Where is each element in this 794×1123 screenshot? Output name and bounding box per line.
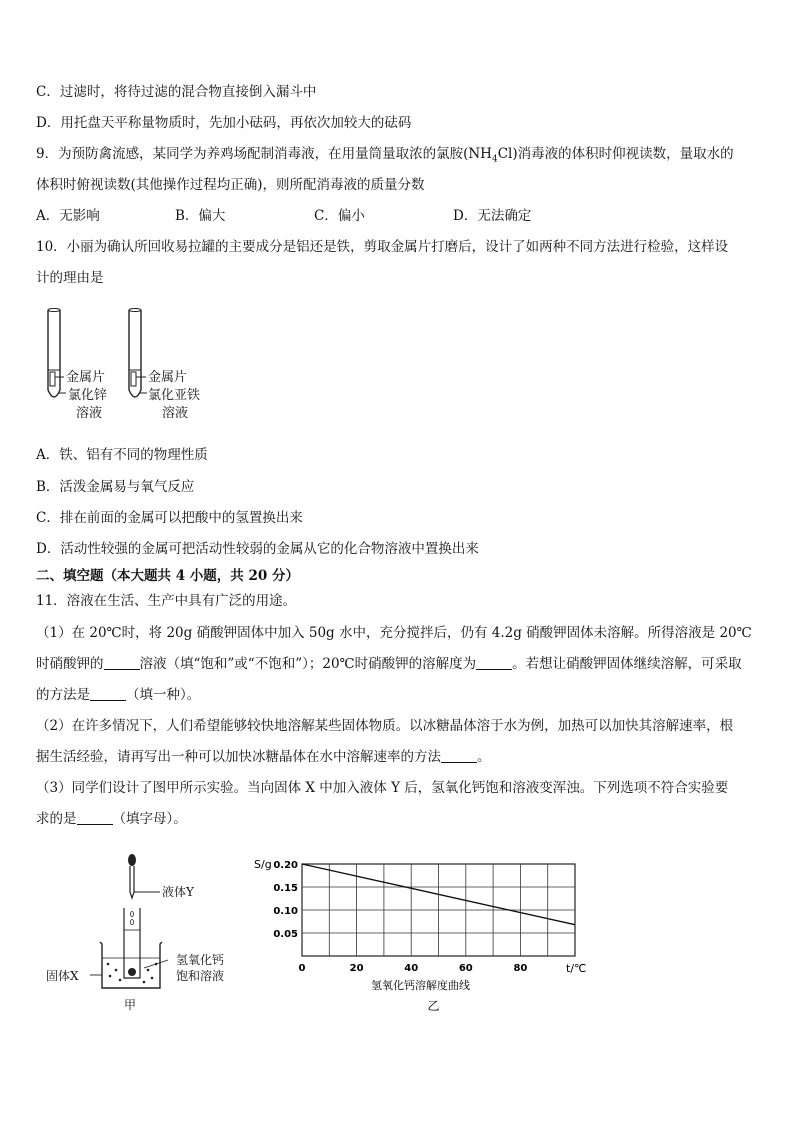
q10-option-a: A．铁、铝有不同的物理性质 bbox=[36, 447, 208, 463]
q11-part2-line1: （2）在许多情况下，人们希望能够较快地溶解某些固体物质。以冰糖晶体溶于水为例，加热可以加快其溶解速率，根 bbox=[36, 718, 734, 734]
q11-part3-text-a: 求的是 bbox=[36, 811, 77, 827]
q8-option-c: C．过滤时，将待过滤的混合物直接倒入漏斗中 bbox=[36, 84, 317, 100]
answer-blank-1 bbox=[104, 657, 140, 670]
y-tick-label: 0.15 bbox=[273, 883, 298, 894]
test-tubes-figure bbox=[36, 302, 226, 432]
q11-stem: 11．溶液在生活、生产中具有广泛的用途。 bbox=[36, 593, 297, 609]
dropper-tube bbox=[130, 866, 134, 898]
dropper-bulb bbox=[128, 854, 136, 866]
section2-title: 二、填空题（本大题共 4 小题，共 20 分） bbox=[36, 568, 299, 584]
q11-part1-line3 bbox=[36, 686, 200, 704]
chart-ticks bbox=[273, 860, 527, 974]
solid-x bbox=[128, 968, 136, 976]
q10-option-b: B．活泼金属易与氧气反应 bbox=[36, 479, 195, 495]
q11-part1-line1: （1）在 20℃时，将 20g 硝酸钾固体中加入 50g 水中，充分搅拌后，仍有 4.2g 硝酸钾固体未溶解。所得溶液是 20℃ bbox=[36, 625, 752, 641]
q11-part1-text-a: 时硝酸钾的 bbox=[36, 656, 104, 672]
chart-caption: 乙 bbox=[427, 999, 440, 1013]
tube1-solution-label-2: 溶液 bbox=[76, 406, 103, 421]
tube1-metal-label: 金属片 bbox=[66, 370, 106, 385]
q9-option-d: D．无法确定 bbox=[453, 208, 532, 224]
q11-part1-text-c: 。若想让硝酸钾固体继续溶解，可采取 bbox=[512, 656, 742, 672]
tube1-solution-label-1: 氯化锌 bbox=[68, 388, 108, 403]
apparatus-figure bbox=[90, 850, 170, 1000]
x-axis-label: t/℃ bbox=[566, 962, 587, 975]
y-tick-label: 0.20 bbox=[273, 860, 298, 871]
test-tube-1 bbox=[48, 309, 66, 398]
q8-option-d: D．用托盘天平称量物质时，先加小砝码，再依次加较大的砝码 bbox=[36, 115, 412, 131]
x-tick-label: 80 bbox=[513, 963, 528, 974]
answer-blank-3 bbox=[90, 688, 126, 701]
answer-blank-2 bbox=[476, 657, 512, 670]
q11-part1-text-d: 的方法是 bbox=[36, 687, 90, 703]
q10-option-d: D．活动性较强的金属可把活动性较弱的金属从它的化合物溶液中置换出来 bbox=[36, 541, 479, 557]
test-tube-2 bbox=[129, 309, 147, 398]
y-tick-label: 0.05 bbox=[273, 929, 298, 940]
answer-blank-5 bbox=[77, 812, 113, 825]
q9-stem-part-a: 9．为预防禽流感，某同学为养鸡场配制消毒液，在用量筒量取浓的氯胺(NH bbox=[36, 146, 492, 162]
solution-label-2: 饱和溶液 bbox=[176, 969, 225, 983]
q11-part3-text-b: （填字母）。 bbox=[112, 811, 187, 827]
chart-grid bbox=[302, 864, 575, 956]
solution-label-1: 氢氧化钙 bbox=[176, 953, 225, 967]
y-tick-label: 0.10 bbox=[273, 906, 298, 917]
q9-stem-part-b: Cl)消毒液的体积时仰视读数，量取水的 bbox=[497, 146, 734, 162]
solid-x-label: 固体X bbox=[46, 969, 79, 983]
tube2-solution-label-1: 氯化亚铁 bbox=[148, 388, 201, 403]
q10-stem-line1: 10．小丽为确认所回收易拉罐的主要成分是铝还是铁，剪取金属片打磨后，设计了如两种不同方法进行检验，这样设 bbox=[36, 239, 729, 255]
q11-part1-line2 bbox=[36, 655, 742, 673]
y-axis-label: S/g bbox=[254, 858, 272, 871]
q11-part1-text-b: 溶液（填“饱和”或“不饱和”）；20℃时硝酸钾的溶解度为 bbox=[139, 656, 477, 672]
q9-option-b: B．偏大 bbox=[175, 208, 226, 224]
x-tick-label: 40 bbox=[404, 963, 419, 974]
figure-jia-caption: 甲 bbox=[124, 998, 137, 1012]
liquid-y-label: 液体Y bbox=[162, 885, 194, 899]
x-tick-label: 20 bbox=[349, 963, 364, 974]
x-tick-label: 60 bbox=[458, 963, 473, 974]
q10-option-c: C．排在前面的金属可以把酸中的氢置换出来 bbox=[36, 510, 303, 526]
answer-blank-4 bbox=[441, 750, 477, 763]
solubility-chart bbox=[250, 850, 600, 1020]
q9-stem-line1 bbox=[36, 145, 734, 169]
q11-part2-line2 bbox=[36, 748, 491, 766]
q11-part2-text-a: 据生活经验，请再写出一种可以加快冰糖晶体在水中溶解速率的方法 bbox=[36, 749, 441, 765]
q10-stem-line2: 计的理由是 bbox=[36, 270, 104, 286]
q11-part3-line1: （3）同学们设计了图甲所示实验。当向固体 X 中加入液体 Y 后，氢氧化钙饱和溶液变浑浊。下列选项不符合实验要 bbox=[36, 780, 729, 796]
q9-option-c: C．偏小 bbox=[314, 208, 365, 224]
q9-stem-subscript: 4 bbox=[491, 154, 498, 165]
q9-stem-line2: 体积时俯视读数(其他操作过程均正确)，则所配消毒液的质量分数 bbox=[36, 177, 425, 193]
x-tick-label: 0 bbox=[298, 963, 306, 974]
inner-test-tube bbox=[124, 908, 140, 978]
q11-part2-text-b: 。 bbox=[477, 749, 491, 765]
q11-part1-text-e: （填一种）。 bbox=[126, 687, 201, 703]
q9-options bbox=[36, 207, 531, 225]
tube2-metal-label: 金属片 bbox=[148, 370, 188, 385]
q11-part3-line2 bbox=[36, 810, 187, 828]
q9-option-a: A．无影响 bbox=[36, 208, 100, 224]
chart-title: 氢氧化钙溶解度曲线 bbox=[371, 979, 470, 992]
tube2-solution-label-2: 溶液 bbox=[162, 406, 189, 421]
